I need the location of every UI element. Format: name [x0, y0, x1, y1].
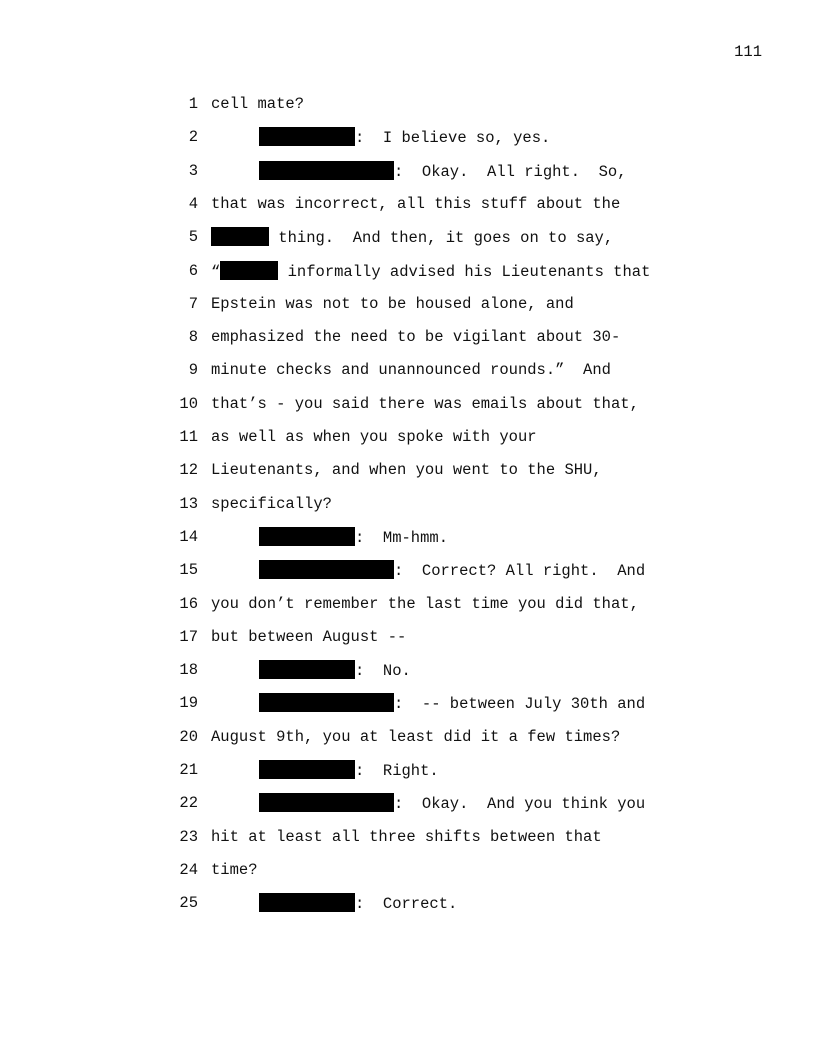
line-content — [259, 793, 645, 814]
line-content — [211, 394, 639, 414]
line-text: : Okay. And you think you — [394, 795, 646, 814]
line-content — [211, 727, 620, 747]
page-number: 111 — [734, 43, 762, 61]
line-number: 7 — [188, 294, 198, 313]
line-content — [211, 860, 258, 880]
line-number: 18 — [179, 661, 198, 680]
line-text: emphasized the need to be vigilant about 30- — [211, 328, 621, 347]
line-content — [211, 460, 602, 480]
line-content — [211, 94, 304, 114]
line-text: cell mate? — [211, 95, 305, 113]
line-number: 13 — [179, 494, 198, 513]
line-content — [259, 760, 439, 781]
redaction-box — [259, 560, 394, 579]
line-content — [259, 127, 550, 148]
line-number: 10 — [179, 394, 198, 413]
line-content — [259, 161, 627, 182]
line-text: : Correct. — [355, 895, 458, 914]
line-text: : Okay. All right. So, — [394, 162, 627, 181]
line-content — [211, 494, 332, 514]
line-number: 22 — [179, 794, 198, 813]
line-number: 16 — [179, 594, 198, 613]
line-content — [211, 261, 650, 282]
line-text: : -- between July 30th and — [394, 695, 646, 714]
line-text: : I believe so, yes. — [355, 129, 551, 148]
line-text: : Right. — [355, 762, 439, 780]
line-number: 6 — [188, 261, 198, 280]
line-content — [211, 360, 611, 380]
line-text: hit at least all three shifts between that — [211, 827, 602, 846]
line-number: 25 — [179, 894, 198, 913]
line-number: 19 — [179, 694, 198, 713]
line-number: 14 — [179, 527, 198, 546]
redaction-box — [259, 161, 394, 180]
line-text: as well as when you spoke with your — [211, 428, 537, 446]
line-content — [259, 560, 645, 581]
line-text: August 9th, you at least did it a few times? — [211, 727, 621, 746]
line-text: : Mm-hmm. — [355, 528, 449, 547]
line-number: 4 — [188, 194, 198, 213]
redaction-box — [220, 261, 278, 280]
redaction-box — [259, 527, 355, 546]
line-number: 24 — [179, 860, 198, 879]
line-text: that was incorrect, all this stuff about the — [211, 194, 621, 213]
redaction-box — [211, 227, 269, 246]
line-number: 15 — [179, 561, 198, 580]
line-content — [259, 660, 411, 681]
line-text: you don’t remember the last time you did that, — [211, 594, 639, 613]
redaction-box — [259, 893, 355, 912]
line-content — [211, 294, 574, 314]
line-text: thing. And then, it goes on to say, — [269, 229, 614, 248]
line-text: but between August -- — [211, 627, 407, 646]
line-text: time? — [211, 860, 258, 879]
line-prefix: “ — [211, 262, 221, 281]
redaction-box — [259, 127, 355, 146]
line-text: informally advised his Lieutenants that — [278, 262, 651, 281]
line-number: 17 — [179, 627, 198, 646]
line-text: minute checks and unannounced rounds.” And — [211, 361, 611, 380]
line-content — [211, 227, 613, 248]
line-number: 5 — [188, 228, 198, 247]
redaction-box — [259, 793, 394, 812]
line-text: Epstein was not to be housed alone, and — [211, 294, 574, 313]
line-content — [211, 594, 639, 614]
line-content — [211, 427, 537, 447]
line-content — [211, 827, 602, 847]
line-content — [259, 893, 457, 914]
line-text: Lieutenants, and when you went to the SHU, — [211, 461, 602, 480]
line-text: specifically? — [211, 494, 332, 513]
line-content — [259, 527, 448, 548]
line-content — [211, 627, 406, 647]
line-number: 11 — [179, 428, 198, 446]
line-content — [211, 327, 620, 347]
line-content — [259, 693, 645, 714]
line-number: 20 — [179, 727, 198, 746]
line-number: 8 — [188, 328, 198, 347]
redaction-box — [259, 693, 394, 712]
redaction-box — [259, 760, 355, 779]
redaction-box — [259, 660, 355, 679]
line-text: : Correct? All right. And — [394, 562, 646, 581]
line-text: that’s - you said there was emails about that, — [211, 394, 639, 413]
line-number: 9 — [188, 361, 198, 380]
line-number: 21 — [179, 761, 198, 779]
line-number: 1 — [188, 95, 198, 113]
line-number: 12 — [179, 461, 198, 480]
line-content — [211, 194, 620, 214]
line-number: 2 — [188, 128, 198, 147]
line-number: 23 — [179, 827, 198, 846]
line-text: : No. — [355, 662, 411, 681]
line-number: 3 — [188, 161, 198, 180]
